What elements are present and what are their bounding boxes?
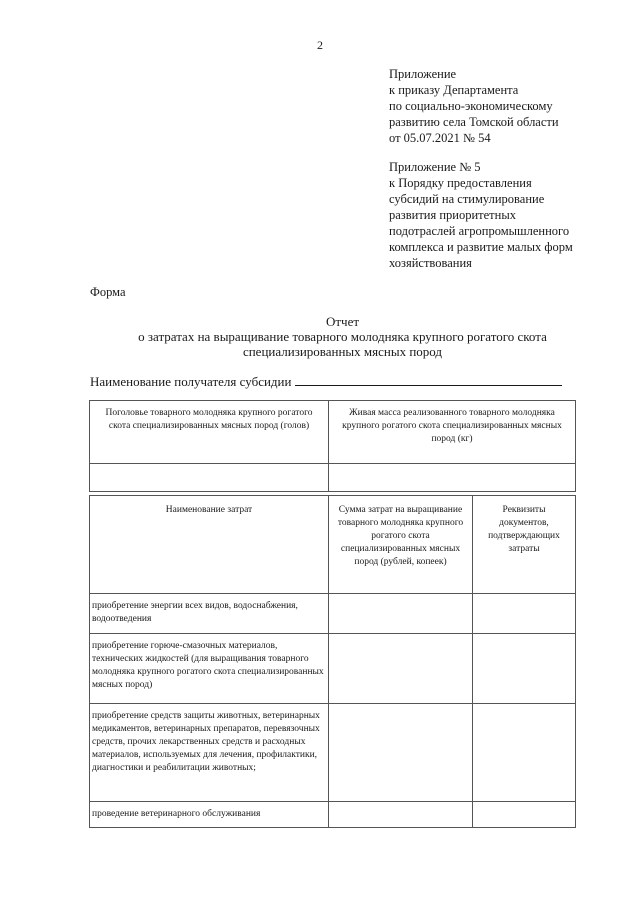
appendix-order-line: от 05.07.2021 № 54 bbox=[389, 131, 491, 145]
appendix-procedure-line: подотраслей агропромышленного bbox=[389, 224, 570, 238]
cost-sum-cell[interactable] bbox=[329, 634, 473, 704]
cost-name-cell: приобретение средств защиты животных, ветеринарных медикаментов, ветеринарных препаратов, перевязочных средств, прочих лекарственных средств и расходных материалов, используемых для лечения, профилактики, диагностики и реабилитации животных; bbox=[90, 704, 329, 802]
livestock-header-live-weight: Живая масса реализованного товарного молодняка крупного рогатого скота специализированных мясных пород (кг) bbox=[329, 401, 576, 464]
appendix-procedure-line: хозяйствования bbox=[389, 256, 472, 270]
table-row bbox=[90, 594, 576, 634]
cost-sum-cell[interactable] bbox=[329, 704, 473, 802]
cost-name-cell: приобретение горюче-смазочных материалов, технических жидкостей (для выращивания товарного молодняка крупного рогатого скота специализированных мясных пород) bbox=[90, 634, 329, 704]
cost-name-cell: приобретение энергии всех видов, водоснабжения, водоотведения bbox=[90, 594, 329, 634]
appendix-procedure-line: развития приоритетных bbox=[389, 208, 516, 222]
appendix-order-line: развитию села Томской области bbox=[389, 115, 559, 129]
appendix-order-line: к приказу Департамента bbox=[389, 83, 519, 97]
report-title bbox=[90, 314, 595, 359]
appendix-order-block bbox=[389, 66, 629, 146]
livestock-live-weight-cell[interactable] bbox=[329, 464, 576, 492]
table-row bbox=[90, 802, 576, 828]
page-number: 2 bbox=[317, 38, 323, 52]
form-label: Форма bbox=[90, 285, 126, 299]
appendix-procedure-line: субсидий на стимулирование bbox=[389, 192, 545, 206]
appendix-order-line: Приложение bbox=[389, 67, 457, 81]
costs-header-sum: Сумма затрат на выращивание товарного молодняка крупного рогатого скота специализированных мясных пород (рублей, копеек) bbox=[329, 496, 473, 594]
livestock-header-head-count: Поголовье товарного молодняка крупного рогатого скота специализированных мясных пород (голов) bbox=[90, 401, 329, 464]
report-title-line: о затратах на выращивание товарного молодняка крупного рогатого скота bbox=[138, 329, 547, 344]
appendix-procedure-line: Приложение № 5 bbox=[389, 160, 481, 174]
cost-name-cell: проведение ветеринарного обслуживания bbox=[90, 802, 329, 828]
livestock-table bbox=[89, 400, 576, 492]
livestock-head-count-cell[interactable] bbox=[90, 464, 329, 492]
cost-sum-cell[interactable] bbox=[329, 802, 473, 828]
report-title-line: специализированных мясных пород bbox=[242, 344, 443, 359]
appendix-order-line: по социально-экономическому bbox=[389, 99, 553, 113]
report-title-line: Отчет bbox=[325, 314, 360, 329]
appendix-procedure-block bbox=[389, 159, 629, 271]
appendix-procedure-line: к Порядку предоставления bbox=[389, 176, 532, 190]
cost-docs-cell[interactable] bbox=[473, 634, 576, 704]
costs-header-docs: Реквизиты документов, подтверждающих затраты bbox=[473, 496, 576, 594]
recipient-field bbox=[90, 374, 562, 390]
appendix-procedure-line: комплекса и развитие малых форм bbox=[389, 240, 573, 254]
recipient-label: Наименование получателя субсидии bbox=[90, 374, 292, 389]
table-row bbox=[90, 704, 576, 802]
recipient-blank-line[interactable] bbox=[295, 374, 562, 386]
cost-docs-cell[interactable] bbox=[473, 704, 576, 802]
costs-header-name: Наименование затрат bbox=[90, 496, 329, 594]
costs-table bbox=[89, 495, 576, 828]
cost-docs-cell[interactable] bbox=[473, 802, 576, 828]
table-row bbox=[90, 634, 576, 704]
cost-docs-cell[interactable] bbox=[473, 594, 576, 634]
cost-sum-cell[interactable] bbox=[329, 594, 473, 634]
